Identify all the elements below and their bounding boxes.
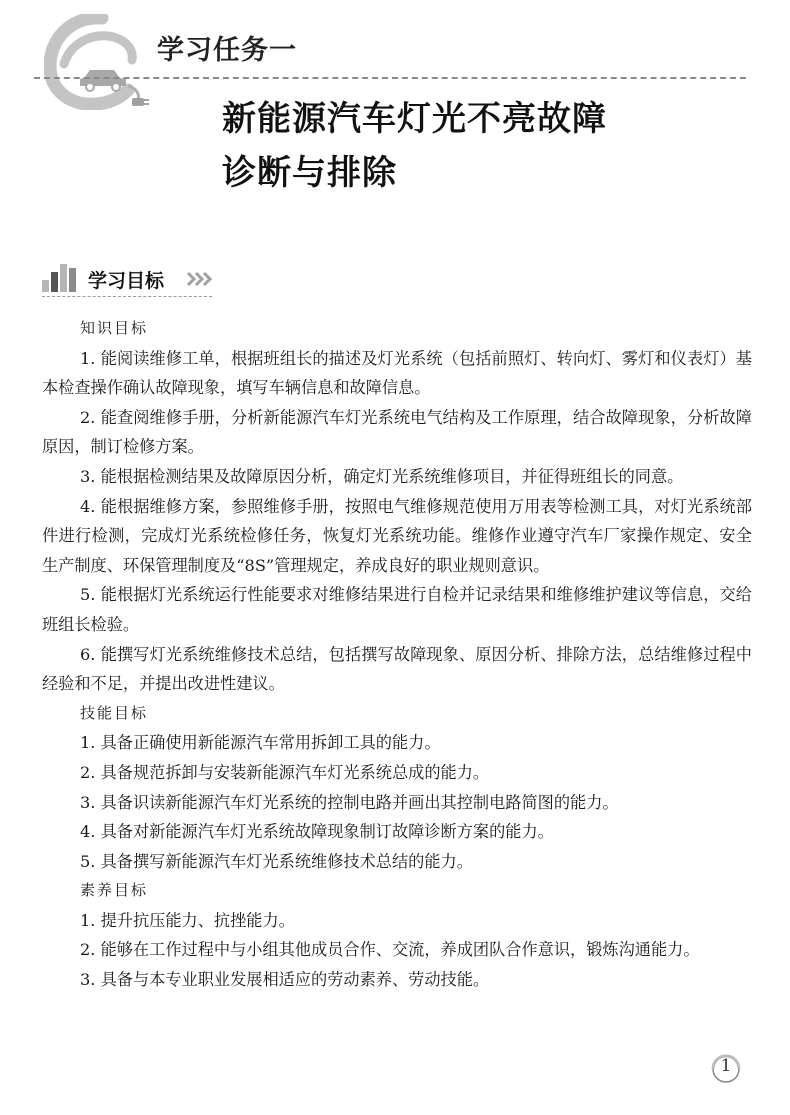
section-underline	[42, 296, 212, 297]
chevrons-right-icon	[186, 271, 212, 287]
title-line-2: 诊断与排除	[222, 153, 397, 193]
skills-item: 2. 具备规范拆卸与安装新能源汽车灯光系统总成的能力。	[80, 762, 490, 782]
ev-logo-icon	[44, 14, 152, 110]
literacy-item: 1. 提升抗压能力、抗挫能力。	[80, 910, 295, 930]
objectives-content	[42, 314, 752, 995]
knowledge-item: 6. 能撰写灯光系统维修技术总结，包括撰写故障现象、原因分析、排除方法，总结维修过程中经验和不足，并提出改进性建议。	[42, 644, 752, 694]
section-header	[42, 260, 212, 298]
knowledge-heading: 知识目标	[80, 319, 149, 337]
page-number	[707, 1050, 745, 1088]
skills-item: 1. 具备正确使用新能源汽车常用拆卸工具的能力。	[80, 733, 441, 753]
bar-chart-icon	[42, 260, 84, 294]
skills-item: 4. 具备对新能源汽车灯光系统故障现象制订故障诊断方案的能力。	[80, 822, 554, 842]
knowledge-item: 4. 能根据维修方案，参照维修手册，按照电气维修规范使用万用表等检测工具，对灯光系统部件进行检测，完成灯光系统检修任务，恢复灯光系统功能。维修作业遵守汽车厂家操作规定、安全生产制度、环保管理制度及“8S”管理规定，养成良好的职业规则意识。	[42, 496, 752, 575]
title-line-1: 新能源汽车灯光不亮故障	[222, 99, 607, 139]
literacy-heading: 素养目标	[80, 881, 149, 900]
literacy-item: 3. 具备与本专业职业发展相适应的劳动素养、劳动技能。	[80, 970, 490, 990]
knowledge-item: 2. 能查阅维修手册，分析新能源汽车灯光系统电气结构及工作原理，结合故障现象，分析故障原因，制订检修方案。	[42, 407, 752, 457]
skills-item: 5. 具备撰写新能源汽车灯光系统维修技术总结的能力。	[80, 851, 473, 871]
page-number-text: 1	[720, 1056, 732, 1076]
knowledge-item: 3. 能根据检测结果及故障原因分析，确定灯光系统维修项目，并征得班组长的同意。	[80, 466, 684, 486]
section-title: 学习目标	[88, 270, 165, 292]
skills-heading: 技能目标	[80, 703, 149, 722]
task-label: 学习任务一	[157, 35, 297, 66]
knowledge-item: 5. 能根据灯光系统运行性能要求对维修结果进行自检并记录结果和维修维护建议等信息，交给班组长检验。	[42, 585, 752, 634]
literacy-item: 2. 能够在工作过程中与小组其他成员合作、交流，养成团队合作意识，锻炼沟通能力。	[80, 940, 700, 960]
header-divider	[34, 77, 746, 79]
skills-item: 3. 具备识读新能源汽车灯光系统的控制电路并画出其控制电路简图的能力。	[80, 792, 619, 812]
knowledge-item: 1. 能阅读维修工单，根据班组长的描述及灯光系统（包括前照灯、转向灯、雾灯和仪表灯）基本检查操作确认故障现象，填写车辆信息和故障信息。	[42, 348, 752, 398]
page-title	[222, 92, 742, 200]
